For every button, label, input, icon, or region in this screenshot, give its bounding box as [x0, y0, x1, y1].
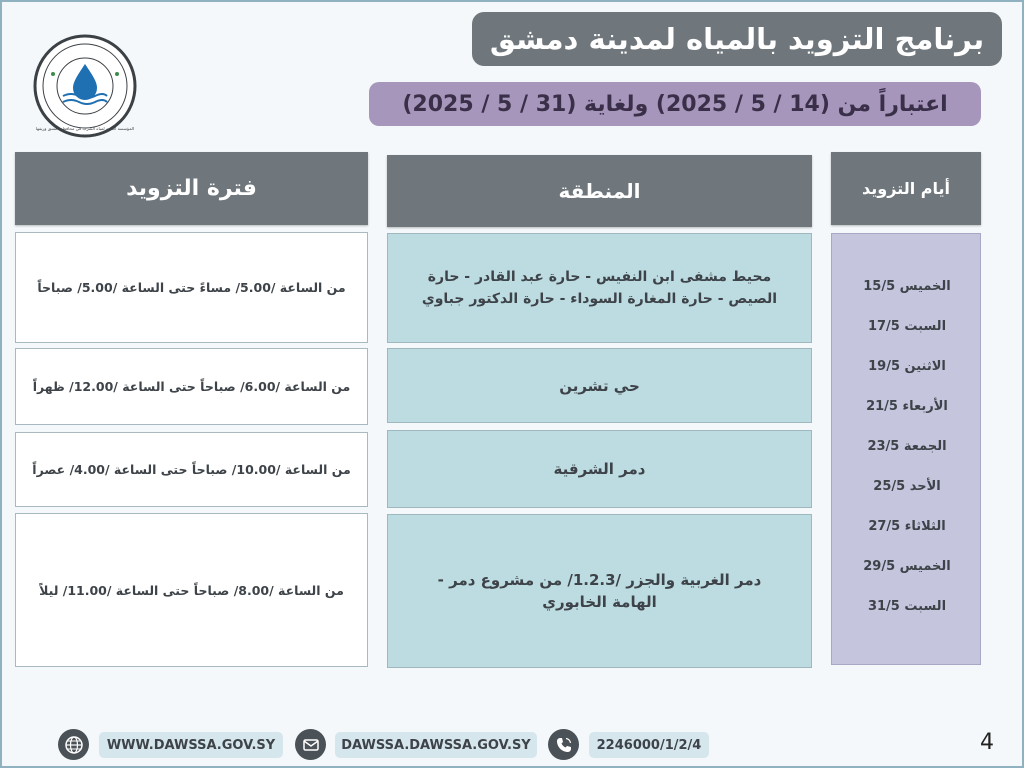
- supply-day: الخميس 15/5: [863, 279, 951, 294]
- website-link[interactable]: WWW.DAWSSA.GOV.SY: [99, 732, 283, 758]
- supply-day: الأربعاء 21/5: [866, 399, 948, 414]
- phone-number: 2246000/1/2/4: [589, 732, 709, 758]
- period-cell: من الساعة /8.00/ صباحاً حتى الساعة /11.00/ ليلاً: [15, 513, 368, 667]
- region-cell: دمر الغربية والجزر /1.2.3/ من مشروع دمر - الهامة الخابوري: [387, 514, 812, 668]
- supply-days-column: [831, 233, 981, 665]
- header-days: أيام التزويد: [831, 152, 981, 225]
- email-link[interactable]: DAWSSA.DAWSSA.GOV.SY: [335, 732, 537, 758]
- supply-day: الاثنين 19/5: [868, 359, 946, 374]
- supply-day: الجمعة 23/5: [867, 439, 947, 454]
- page-title: برنامج التزويد بالمياه لمدينة دمشق: [472, 12, 1002, 66]
- region-cell: حي تشرين: [387, 348, 812, 423]
- supply-day: الأحد 25/5: [873, 479, 941, 494]
- period-cell: من الساعة /6.00/ صباحاً حتى الساعة /12.00/ ظهراً: [15, 348, 368, 425]
- header-region: المنطقة: [387, 155, 812, 227]
- date-range: اعتباراً من (14 / 5 / 2025) ولغاية (31 / 5 / 2025): [369, 82, 981, 126]
- period-cell: من الساعة /5.00/ مساءً حتى الساعة /5.00/ صباحاً: [15, 232, 368, 343]
- mail-icon: [295, 729, 326, 760]
- supply-day: الثلاثاء 27/5: [868, 519, 946, 534]
- logo-text: المؤسسة العامة لمياه الشرب في محافظة دمشق وريفها: [35, 126, 135, 131]
- header-period: فترة التزويد: [15, 152, 368, 225]
- region-cell: محيط مشفى ابن النفيس - حارة عبد القادر - حارة الصيص - حارة المغارة السوداء - حارة الدكتور جباوي: [387, 233, 812, 343]
- period-cell: من الساعة /10.00/ صباحاً حتى الساعة /4.00/ عصراً: [15, 432, 368, 507]
- region-cell: دمر الشرقية: [387, 430, 812, 508]
- page-number: 4: [980, 730, 994, 755]
- organization-logo: [33, 34, 137, 138]
- supply-day: السبت 17/5: [867, 319, 947, 334]
- supply-day: الخميس 29/5: [863, 559, 951, 574]
- supply-day: السبت 31/5: [867, 599, 947, 614]
- phone-icon: [548, 729, 579, 760]
- globe-icon: [58, 729, 89, 760]
